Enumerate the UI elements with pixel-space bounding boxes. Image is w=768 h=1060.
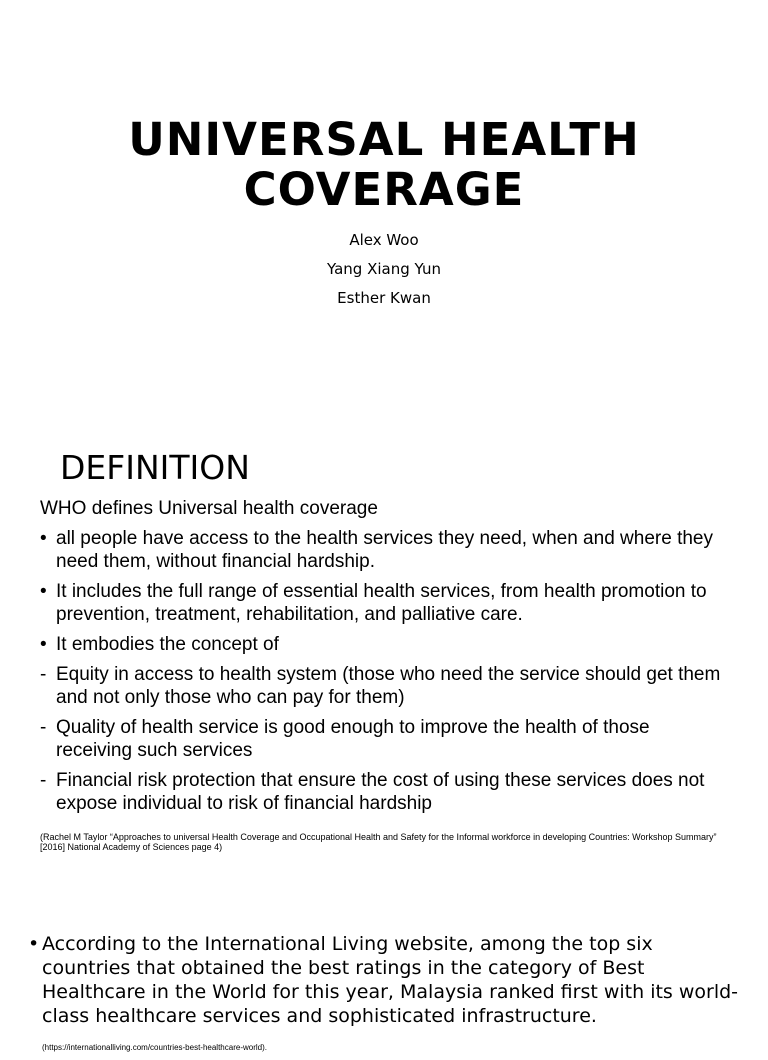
source-link[interactable]: (https://internationalliving.com/countries-best-healthcare-world). xyxy=(42,1043,267,1052)
author-name: Esther Kwan xyxy=(337,289,431,307)
list-item-text: It embodies the concept of xyxy=(56,634,279,655)
citation: (Rachel M Taylor “Approaches to universal Health Coverage and Occupational Health and Safety for the Informal workforce in developing Countries: Workshop Summary” [2016] National Academy of Sciences page 4) xyxy=(40,832,717,852)
list-item xyxy=(40,527,730,573)
author-list xyxy=(0,228,768,315)
dash-marker: - xyxy=(40,664,47,685)
definition-intro: WHO defines Universal health coverage xyxy=(40,498,378,519)
slide-title xyxy=(0,115,768,215)
author-name: Yang Xiang Yun xyxy=(327,260,441,278)
bullet-marker: • xyxy=(28,933,40,955)
list-item-text: Equity in access to health system (those who need the service should get them and not only those who can pay for them) xyxy=(56,664,721,708)
list-item-text: Financial risk protection that ensure the cost of using these services does not expose individual to risk of financial hardship xyxy=(56,770,705,814)
list-item-text: all people have access to the health services they need, when and where they need them, without financial hardship. xyxy=(56,528,713,572)
bullet-marker: • xyxy=(40,528,47,549)
slide-title-line: COVERAGE xyxy=(243,163,525,216)
ranking-slide xyxy=(0,925,768,1052)
definition-heading: DEFINITION xyxy=(60,448,250,487)
list-item-text: Quality of health service is good enough to improve the health of those receiving such services xyxy=(56,717,650,761)
author-name: Alex Woo xyxy=(349,231,419,249)
dash-marker: - xyxy=(40,717,47,738)
list-item xyxy=(28,932,742,1060)
list-item xyxy=(40,769,730,815)
bullet-marker: • xyxy=(40,634,47,655)
list-item-text: It includes the full range of essential health services, from health promotion to prevention, treatment, rehabilitation, and palliative care. xyxy=(56,581,707,625)
dash-marker: - xyxy=(40,770,47,791)
definition-slide xyxy=(0,440,768,860)
list-item xyxy=(40,716,730,762)
slide-title-line: UNIVERSAL HEALTH xyxy=(128,113,640,166)
bullet-marker: • xyxy=(40,581,47,602)
list-item xyxy=(40,580,730,626)
list-item xyxy=(40,663,730,709)
list-item-text: According to the International Living website, among the top six countries that obtained the best ratings in the category of Best Healthcare in the World for this year, Malaysia ranked first with its world-class healthcare services and sophisticated infrastructure. xyxy=(42,933,739,1027)
title-slide xyxy=(0,0,768,400)
list-item xyxy=(40,633,730,656)
definition-body xyxy=(40,497,730,822)
